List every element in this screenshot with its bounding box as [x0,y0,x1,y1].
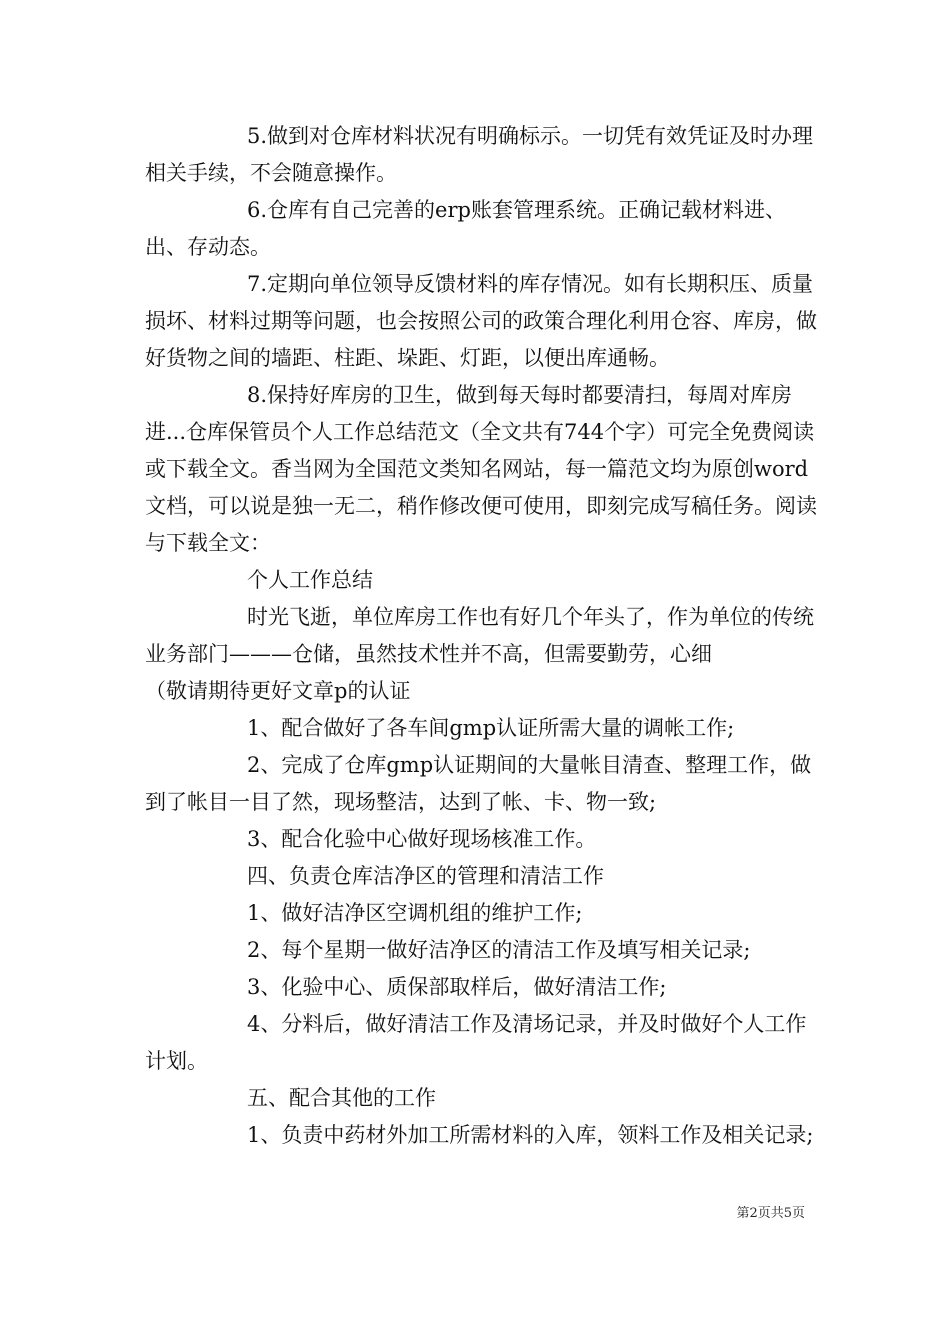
list-item-other-1: 1、负责中药材外加工所需材料的入库，领料工作及相关记录; [247,1123,814,1147]
document-body [145,118,825,1154]
section-heading-summary: 个人工作总结 [247,568,373,592]
paragraph-item-5: 5.做到对仓库材料状况有明确标示。一切凭有效凭证及时办理相关手续，不会随意操作。 [145,124,814,185]
list-item-clean-1: 1、做好洁净区空调机组的维护工作; [247,901,583,925]
list-item-gmp-1: 1、配合做好了各车间gmp认证所需大量的调帐工作; [247,716,735,740]
list-item-clean-4: 4、分料后，做好清洁工作及清场记录，并及时做好个人工作计划。 [145,1012,807,1073]
paragraph-item-8: 8.保持好库房的卫生，做到每天每时都要清扫，每周对库房进...仓库保管员个人工作总结范文（全文共有744个字）可完全免费阅读或下载全文。香当网为全国范文类知名网站，每一篇范文均为原创word文档，可以说是独一无二，稍作修改便可使用，即刻完成写稿任务。阅读与下载全文： [145,383,817,555]
list-item-gmp-3: 3、配合化验中心做好现场核准工作。 [247,827,597,851]
paragraph-item-7: 7.定期向单位领导反馈材料的库存情况。如有长期积压、质量损坏、材料过期等问题，也会按照公司的政策合理化利用仓容、库房，做好货物之间的墙距、柱距、垛距、灯距，以便出库通畅。 [145,272,817,370]
list-item-clean-2: 2、每个星期一做好洁净区的清洁工作及填写相关记录; [247,938,751,962]
list-item-clean-3: 3、化验中心、质保部取样后，做好清洁工作; [247,975,667,999]
section-heading-four: 四、负责仓库洁净区的管理和清洁工作 [247,864,604,888]
list-item-gmp-2: 2、完成了仓库gmp认证期间的大量帐目清查、整理工作，做到了帐目一目了然，现场整洁，达到了帐、卡、物一致; [145,753,812,814]
page-number-footer: 第2页共5页 [736,1206,805,1221]
paragraph-intro: 时光飞逝，单位库房工作也有好几个年头了，作为单位的传统业务部门———仓储，虽然技术性并不高，但需要勤劳，心细 [145,605,814,666]
section-heading-five: 五、配合其他的工作 [247,1086,436,1110]
paragraph-item-6: 6.仓库有自己完善的erp账套管理系统。正确记载材料进、出、存动态。 [145,198,786,259]
paragraph-truncated-note: （敬请期待更好文章p的认证 [145,679,411,703]
